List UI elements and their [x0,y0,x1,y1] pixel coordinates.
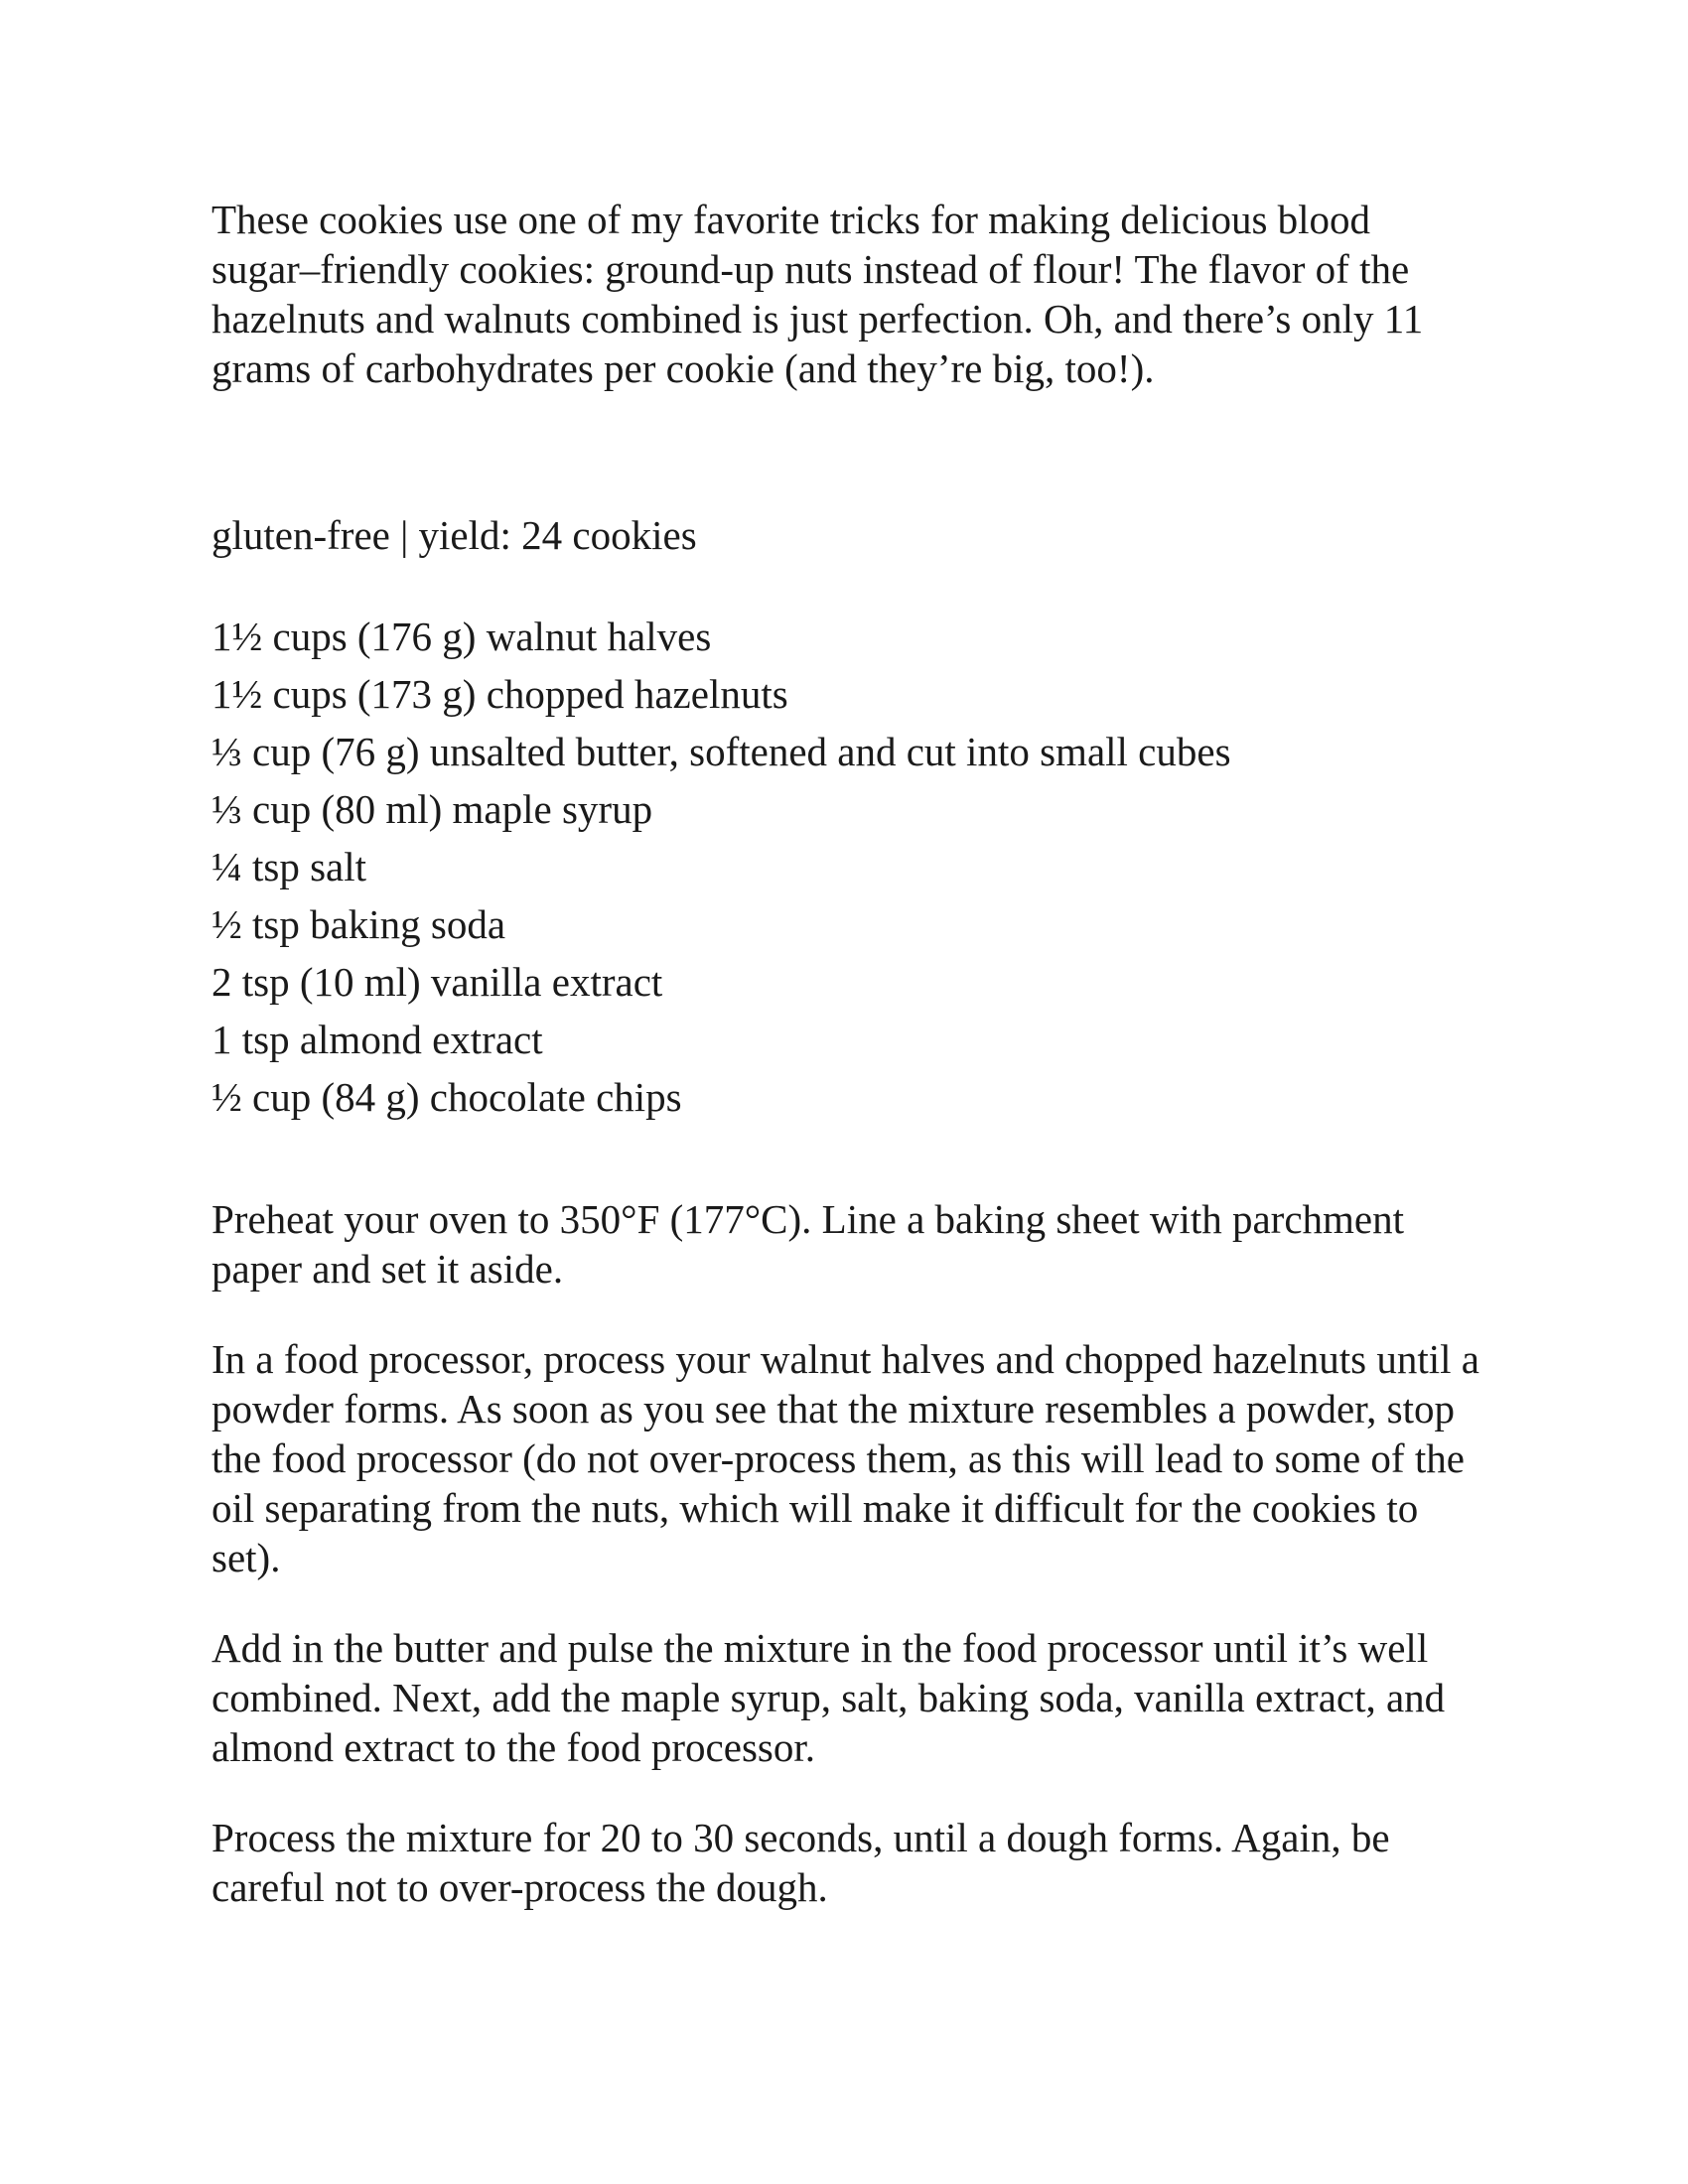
instruction-steps [211,1194,1482,1912]
instruction-step: In a food processor, process your walnut halves and chopped hazelnuts until a powder forms. As soon as you see that the mixture resembles a powder, stop the food processor (do not over-process them, as this will lead to some of the oil separating from the nuts, which will make it difficult for the cookies to set). [211,1336,1479,1580]
ingredient-item: 1 tsp almond extract [211,1017,543,1062]
ingredient-item: 1½ cups (176 g) walnut halves [211,614,712,659]
ingredient-item: ⅓ cup (76 g) unsalted butter, softened and cut into small cubes [211,729,1231,774]
recipe-intro: These cookies use one of my favorite tricks for making delicious blood sugar–friendly cookies: ground-up nuts instead of flour! The flavor of the hazelnuts and walnuts combined is just perfection. Oh, and there’s only 11 grams of carbohydrates per cookie (and they’re big, too!). [211,197,1424,391]
instruction-step: Process the mixture for 20 to 30 seconds, until a dough forms. Again, be careful not to over-process the dough. [211,1815,1390,1910]
instruction-step: Add in the butter and pulse the mixture in the food processor until it’s well combined. Next, add the maple syrup, salt, baking soda, vanilla extract, and almond extract to the food processor. [211,1625,1446,1770]
recipe-meta: gluten-free | yield: 24 cookies [211,512,697,558]
ingredient-item: ¼ tsp salt [211,844,367,889]
instruction-step: Preheat your oven to 350°F (177°C). Line a baking sheet with parchment paper and set it aside. [211,1196,1405,1292]
ingredient-item: 2 tsp (10 ml) vanilla extract [211,959,663,1005]
recipe-page [211,195,1482,1953]
ingredient-item: 1½ cups (173 g) chopped hazelnuts [211,671,788,717]
ingredient-list [211,608,1482,1126]
ingredient-item: ½ cup (84 g) chocolate chips [211,1074,682,1120]
ingredient-item: ⅓ cup (80 ml) maple syrup [211,786,653,832]
ingredient-item: ½ tsp baking soda [211,901,506,947]
